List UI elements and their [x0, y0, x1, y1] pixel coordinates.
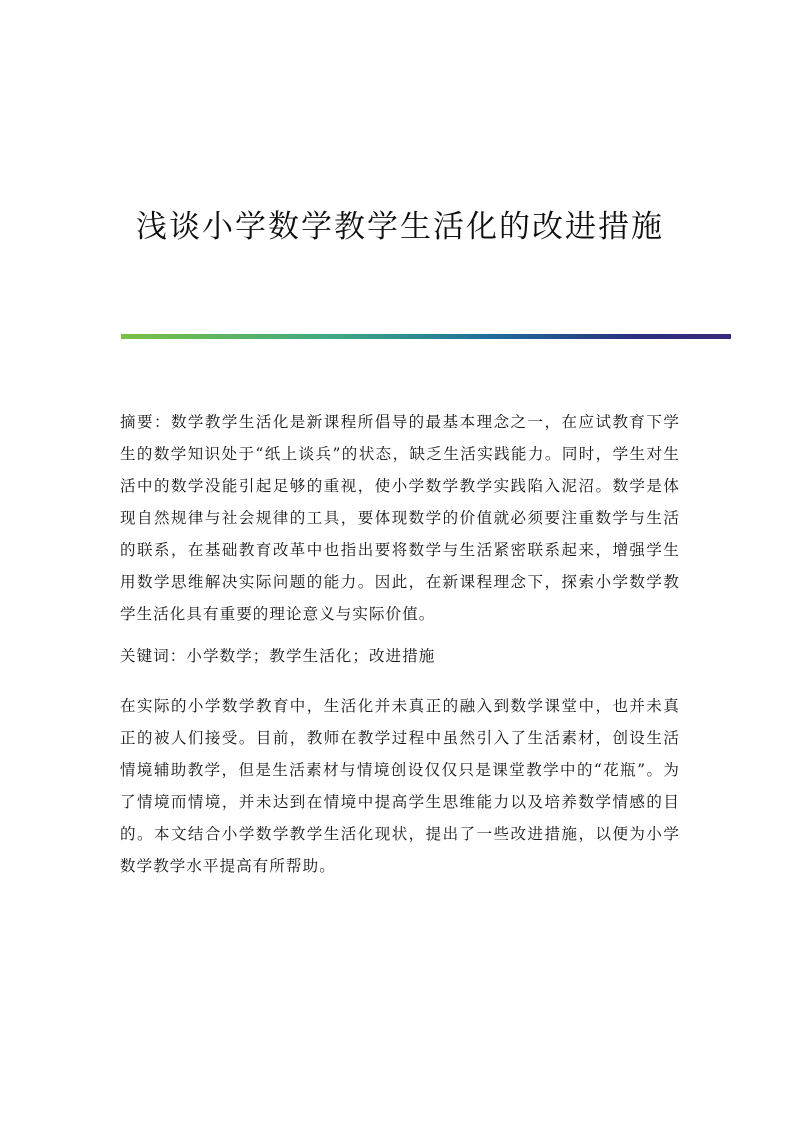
document-body — [120, 406, 680, 882]
abstract-paragraph: 摘要：数学教学生活化是新课程所倡导的最基本理念之一，在应试教育下学生的数学知识处于“纸上谈兵”的状态，缺乏生活实践能力。同时，学生对生活中的数学没能引起足够的重视，使小学数学教学实践陷入泥沼。数学是体现自然规律与社会规律的工具，要体现数学的价值就必须要注重数学与生活的联系，在基础教育改革中也指出要将数学与生活紧密联系起来，增强学生用数学思维解决实际问题的能力。因此，在新课程理念下，探索小学数学教学生活化具有重要的理论意义与实际价值。 — [120, 413, 680, 623]
document-title: 浅谈小学数学教学生活化的改进措施 — [136, 208, 664, 245]
body-paragraph: 在实际的小学数学教育中，生活化并未真正的融入到数学课堂中，也并未真正的被人们接受。目前，教师在教学过程中虽然引入了生活素材，创设生活情境辅助教学，但是生活素材与情境创设仅仅只是课堂教学中的“花瓶”。为了情境而情境，并未达到在情境中提高学生思维能力以及培养数学情感的目的。本文结合小学数学教学生活化现状，提出了一些改进措施，以便为小学数学教学水平提高有所帮助。 — [120, 697, 680, 875]
title-divider — [121, 334, 731, 339]
keywords-line: 关键词：小学数学；教学生活化；改进措施 — [120, 647, 436, 665]
